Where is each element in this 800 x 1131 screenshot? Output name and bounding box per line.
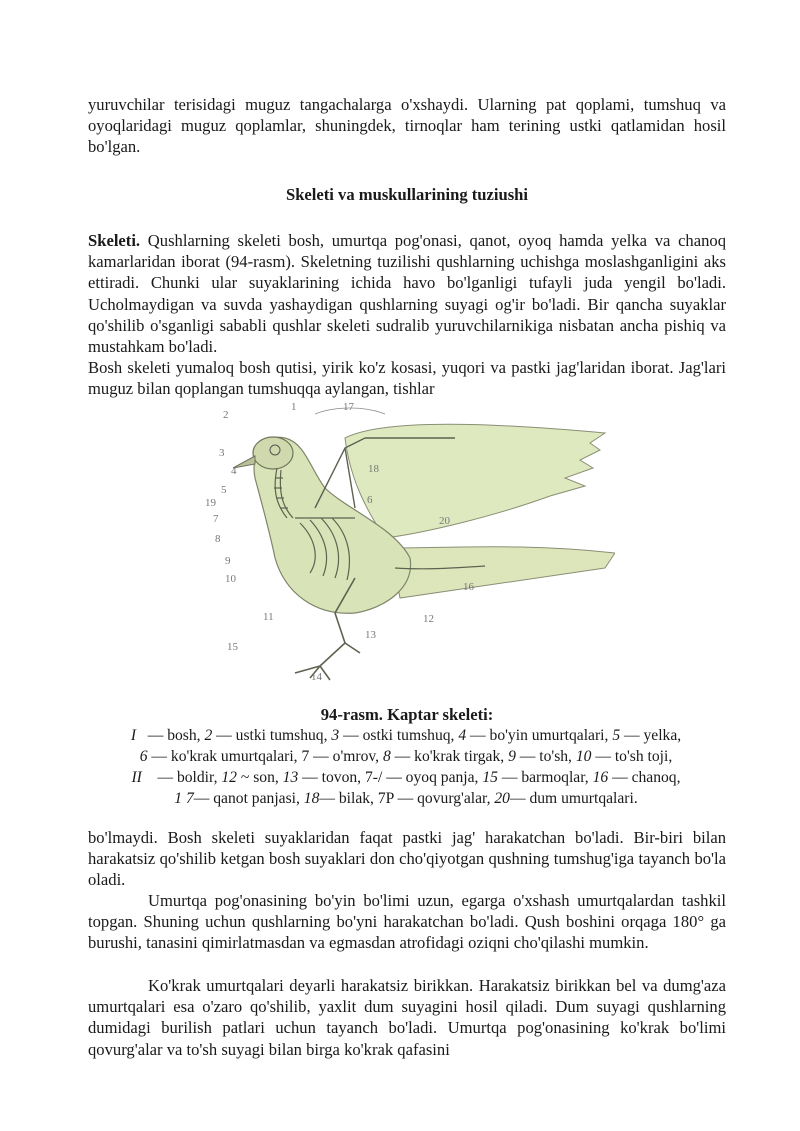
pigeon-skeleton-drawing bbox=[195, 398, 615, 688]
fig-label-20: 20 bbox=[439, 515, 450, 527]
caption-number: 5 bbox=[612, 727, 621, 744]
caption-text: — ko'krak umurtqalari, 7 — o'mrov, bbox=[147, 748, 383, 765]
fig-label-12: 12 bbox=[423, 613, 434, 625]
caption-text: — to'sh toji, bbox=[591, 748, 673, 765]
fig-label-19: 19 bbox=[205, 497, 216, 509]
caption-text: — ustki tumshuq, bbox=[212, 727, 332, 744]
fig-label-7: 7 bbox=[213, 513, 219, 525]
caption-text: — to'sh, bbox=[515, 748, 576, 765]
fig-label-16: 16 bbox=[463, 581, 474, 593]
caption-number: II bbox=[131, 769, 142, 786]
fig-label-8: 8 bbox=[215, 533, 221, 545]
caption-number: 9 bbox=[508, 748, 516, 765]
caption-text: — dum umurtqalari. bbox=[509, 790, 638, 807]
fig-label-14: 14 bbox=[311, 671, 322, 683]
caption-line bbox=[80, 746, 732, 767]
caption-text: — yelka, bbox=[620, 727, 682, 744]
caption-number: 6 bbox=[139, 748, 148, 765]
fig-label-3: 3 bbox=[219, 447, 225, 459]
caption-text: — ko'krak tirgak, bbox=[390, 748, 509, 765]
caption-text: — bosh, bbox=[136, 727, 205, 744]
caption-number: 10 bbox=[575, 748, 592, 765]
fig-label-2: 2 bbox=[223, 409, 229, 421]
caption-text: — ostki tumshuq, bbox=[339, 727, 459, 744]
figure-caption bbox=[80, 725, 732, 809]
caption-number: I bbox=[130, 727, 137, 744]
figure-caption-title: 94-rasm. Kaptar skeleti: bbox=[320, 705, 494, 724]
bolmaydi-paragraph: bo'lmaydi. Bosh skeleti suyaklaridan faqat pastki jag' harakatchan bo'ladi. Bir-biri bilan harakatsiz qo'shilib ketgan bosh suyaklari don cho'qiyotgan qushning tumshug'iga tayanch bo'la oladi. bbox=[88, 828, 726, 890]
caption-number: 2 bbox=[204, 727, 213, 744]
fig-label-5: 5 bbox=[221, 484, 227, 496]
caption-number: 16 bbox=[592, 769, 609, 786]
caption-number: 3 bbox=[331, 727, 340, 744]
fig-label-1: 1 bbox=[291, 401, 297, 413]
fig-label-15: 15 bbox=[227, 641, 238, 653]
caption-text: — bilak, 7P — qovurg'alar, bbox=[319, 790, 495, 807]
caption-number: 20 bbox=[494, 790, 510, 807]
bosh-paragraph: Bosh skeleti yumaloq bosh qutisi, yirik ko'z kosasi, yuqori va pastki jag'laridan iborat. Jag'lari muguz bilan qoplangan tumshuqqa aylangan, tishlar bbox=[88, 358, 726, 399]
caption-line bbox=[80, 788, 732, 809]
caption-number: 18 bbox=[303, 790, 320, 807]
caption-text: — tovon, 7-/ — oyoq panja, bbox=[298, 769, 483, 786]
fig-label-10: 10 bbox=[225, 573, 236, 585]
caption-text: — boldir, bbox=[141, 769, 222, 786]
caption-line bbox=[80, 767, 732, 788]
intro-paragraph: yuruvchilar terisidagi muguz tangachalarga o'xshaydi. Ularning pat qoplami, tumshuq va oyoqlaridagi muguz qoplamlar, shuningdek, tirnoqlar ham terining ustki qatlamidan hosil bo'lgan. bbox=[88, 95, 726, 157]
caption-line bbox=[80, 725, 732, 746]
fig-label-6: 6 bbox=[367, 494, 373, 506]
skeleti-text: Qushlarning skeleti bosh, umurtqa pog'onasi, qanot, oyoq hamda yelka va chanoq kamarlaridan iborat (94-rasm). Skeletning tuzilishi qushlarning uchishga moslashganligini aks ettiradi. Chunki ular suyaklarining ichida havo bo'lganligi tufayli juda yengil bo'ladi. Ucholmaydigan va suvda yashaydigan qushlarning suyagi og'ir bo'ladi. Bir qancha suyaklar qo'shilib o'sganligi sababli qushlar skeleti sudralib yuruvchilarnikiga nisbatan ancha pishiq va mustahkam bo'ladi. bbox=[88, 231, 726, 357]
caption-number: 4 bbox=[458, 727, 467, 744]
caption-number: 1 7 bbox=[174, 790, 194, 807]
wing-shape bbox=[345, 424, 605, 538]
fig-label-17: 17 bbox=[343, 401, 354, 413]
skeleti-paragraph bbox=[88, 230, 726, 357]
tail-shape bbox=[390, 547, 615, 598]
caption-text: — bo'yin umurtqalari, bbox=[466, 727, 613, 744]
caption-text: — barmoqlar, bbox=[497, 769, 593, 786]
umurtqa-paragraph: Umurtqa pog'onasining bo'yin bo'limi uzun, egarga o'xshash umurtqalardan tashkil topgan. Shuning uchun qushlarning bo'yni harakatchan bo'ladi. Qush boshini orqaga 180° ga burushi, tanasini qimirlatmasdan va egmasdan atrofidagi oziqni cho'qilashi mumkin. bbox=[88, 891, 726, 953]
head-shape bbox=[253, 437, 293, 469]
fig-label-11: 11 bbox=[263, 611, 274, 623]
fig-label-18: 18 bbox=[368, 463, 379, 475]
caption-text: — chanoq, bbox=[608, 769, 681, 786]
caption-text: — qanot panjasi, bbox=[193, 790, 304, 807]
section-heading: Skeleti va muskullarining tuziushi bbox=[285, 185, 529, 204]
fig-label-13: 13 bbox=[365, 629, 376, 641]
kokrak-paragraph: Ko'krak umurtqalari deyarli harakatsiz birikkan. Harakatsiz birikkan bel va dumg'aza umurtqalari esa o'zaro qo'shilib, yaxlit dum suyagini hosil qiladi. Dum suyagi qushlarning dumidagi burilish patlari uchun tayanch bo'ladi. Umurtqa pog'onasining ko'krak bo'limi qovurg'alar va to'sh suyagi bilan birga ko'krak qafasini bbox=[88, 976, 726, 1059]
caption-number: 15 bbox=[482, 769, 498, 786]
pigeon-skeleton-figure bbox=[195, 398, 615, 688]
caption-number: 8 bbox=[382, 748, 391, 765]
skeleti-label: Skeleti. bbox=[88, 231, 141, 250]
caption-number: 13 bbox=[282, 769, 299, 786]
fig-label-9: 9 bbox=[225, 555, 231, 567]
caption-text: ~ son, bbox=[236, 769, 283, 786]
fig-label-4: 4 bbox=[231, 465, 237, 477]
caption-number: 12 bbox=[221, 769, 237, 786]
